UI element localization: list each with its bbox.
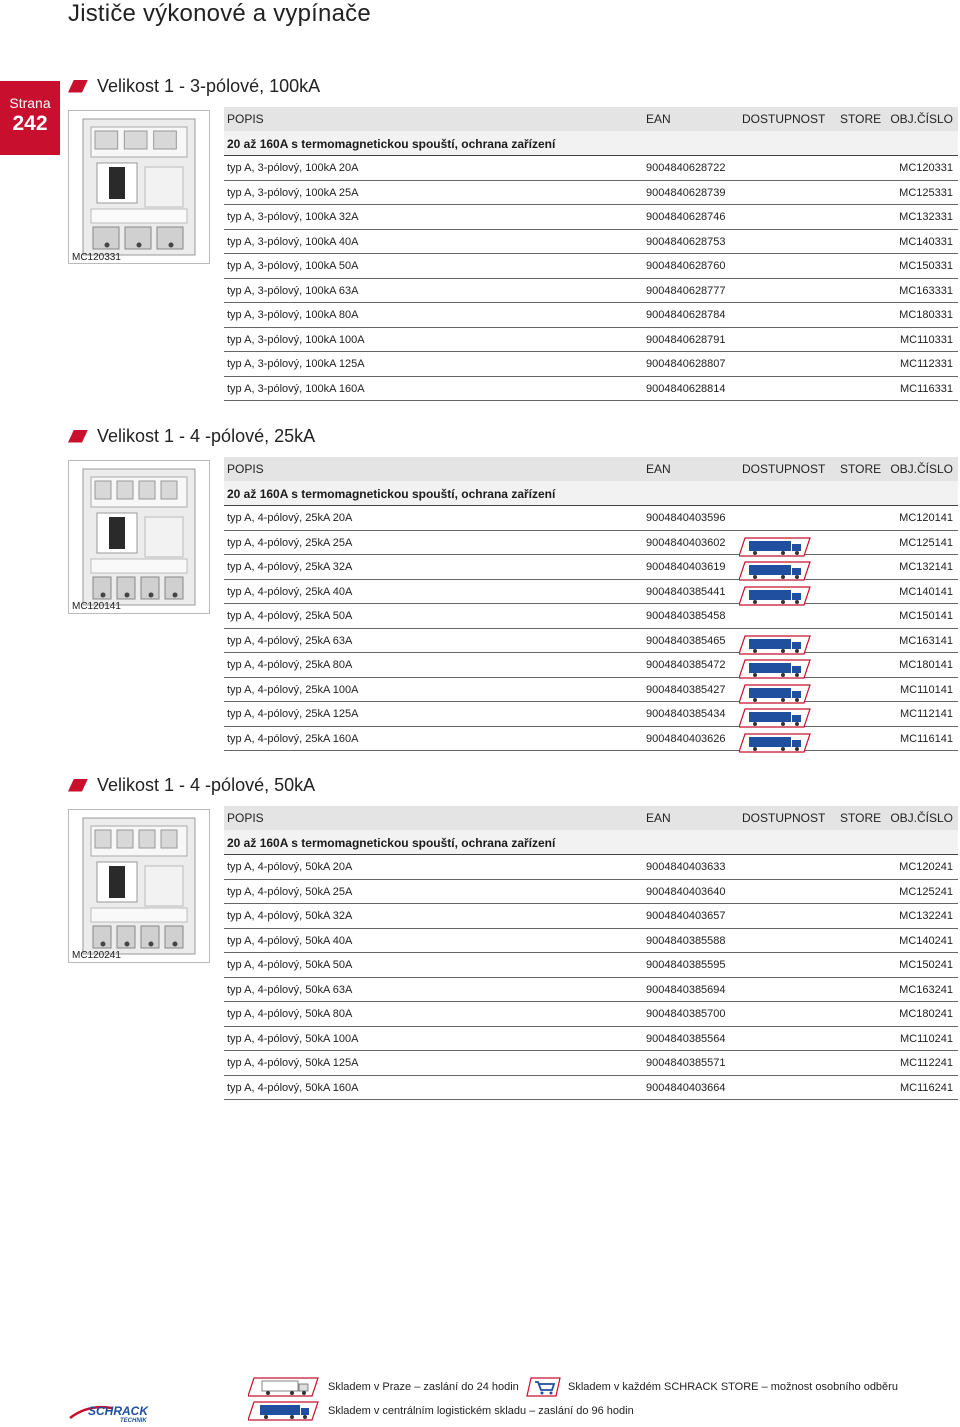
row-description: typ A, 3-pólový, 100kA 63A: [227, 284, 359, 297]
row-order-code: MC112141: [900, 708, 953, 720]
row-order-code: MC132241: [899, 910, 953, 922]
row-order-code: MC110331: [900, 333, 953, 346]
product-table: [224, 457, 958, 751]
row-description: typ A, 3-pólový, 100kA 20A: [227, 162, 359, 174]
table-header: [224, 457, 958, 481]
row-order-code: MC120141: [899, 512, 953, 524]
table-row: [224, 929, 958, 954]
row-order-code: MC116241: [900, 1081, 953, 1094]
row-description: typ A, 4-pólový, 50kA 125A: [227, 1057, 359, 1069]
row-description: typ A, 4-pólový, 25kA 63A: [227, 634, 353, 647]
row-description: typ A, 4-pólový, 25kA 125A: [227, 708, 359, 720]
table-row: [224, 580, 958, 605]
table-row: [224, 629, 958, 654]
table-row: [224, 855, 958, 880]
table-row: [224, 678, 958, 703]
section-title-text: Velikost 1 - 3-pólové, 100kA: [97, 75, 321, 96]
row-order-code: MC116331: [900, 382, 953, 395]
section-title-text: Velikost 1 - 4 -pólové, 25kA: [97, 425, 316, 446]
row-description: typ A, 3-pólový, 100kA 40A: [227, 235, 359, 248]
header-dostupnost: DOSTUPNOST: [742, 462, 826, 476]
row-order-code: MC150331: [899, 260, 953, 272]
table-row: [224, 377, 958, 402]
table-row: [224, 156, 958, 181]
subheader-text: 20 až 160A s termomagnetickou spouští, ochrana zařízení: [227, 487, 556, 501]
row-ean: 9004840403640: [646, 885, 726, 898]
row-ean: 9004840628791: [646, 333, 726, 346]
header-obj: OBJ.ČÍSLO: [890, 112, 953, 126]
row-order-code: MC140331: [899, 235, 953, 248]
row-order-code: MC110141: [900, 683, 953, 696]
row-ean: 9004840628753: [646, 235, 726, 248]
row-ean: 9004840385564: [646, 1032, 726, 1045]
row-order-code: MC140141: [899, 585, 953, 598]
row-order-code: MC120331: [899, 162, 953, 174]
row-description: typ A, 3-pólový, 100kA 25A: [227, 186, 359, 199]
subheader-text: 20 až 160A s termomagnetickou spouští, ochrana zařízení: [227, 137, 556, 151]
table-row: [224, 205, 958, 230]
truck-blue-icon: [248, 1400, 320, 1425]
row-ean: 9004840385694: [646, 983, 726, 996]
legend-praha: Skladem v Praze – zaslání do 24 hodin: [328, 1381, 519, 1393]
header-popis: POPIS: [227, 112, 264, 126]
row-order-code: MC112331: [900, 358, 953, 370]
header-store: STORE: [840, 462, 882, 476]
row-description: typ A, 4-pólový, 25kA 40A: [227, 585, 353, 598]
row-description: typ A, 4-pólový, 50kA 25A: [227, 885, 353, 898]
row-ean: 9004840385700: [646, 1008, 726, 1020]
table-row: [224, 254, 958, 279]
row-order-code: MC125331: [899, 186, 953, 199]
product-table: [224, 107, 958, 401]
row-description: typ A, 4-pólový, 50kA 40A: [227, 934, 353, 947]
section-marker-icon: [68, 80, 88, 93]
table-row: [224, 279, 958, 304]
row-ean: 9004840628814: [646, 382, 726, 395]
page-number: 242: [12, 112, 48, 135]
row-ean: 9004840385434: [646, 708, 726, 720]
row-description: typ A, 4-pólový, 50kA 50A: [227, 959, 353, 971]
row-ean: 9004840628739: [646, 186, 726, 199]
truck-icon: [739, 733, 811, 756]
row-order-code: MC110241: [900, 1032, 953, 1045]
row-ean: 9004840385441: [646, 585, 726, 598]
row-order-code: MC150241: [899, 959, 953, 971]
row-order-code: MC125241: [899, 885, 953, 898]
row-order-code: MC140241: [899, 934, 953, 947]
row-order-code: MC132331: [899, 211, 953, 223]
table-row: [224, 1002, 958, 1027]
row-description: typ A, 3-pólový, 100kA 32A: [227, 211, 359, 223]
row-order-code: MC180331: [899, 309, 953, 321]
logo-text: SCHRACK: [88, 1404, 148, 1418]
header-popis: POPIS: [227, 811, 264, 825]
section-title-text: Velikost 1 - 4 -pólové, 50kA: [97, 774, 316, 795]
product-image-code: MC120141: [72, 601, 121, 612]
row-order-code: MC163241: [899, 983, 953, 996]
table-subheader: [224, 830, 958, 855]
row-ean: 9004840385472: [646, 659, 726, 671]
page-number-label: Strana: [9, 95, 51, 111]
row-ean: 9004840628777: [646, 284, 726, 297]
row-order-code: MC132141: [899, 561, 953, 573]
header-ean: EAN: [646, 811, 671, 825]
row-order-code: MC116141: [900, 732, 953, 745]
header-obj: OBJ.ČÍSLO: [890, 462, 953, 476]
logo-subtext: TECHNIK: [120, 1418, 147, 1424]
table-row: [224, 352, 958, 377]
header-obj: OBJ.ČÍSLO: [890, 811, 953, 825]
row-ean: 9004840628807: [646, 358, 726, 370]
row-ean: 9004840403633: [646, 861, 726, 873]
table-row: [224, 904, 958, 929]
table-header: [224, 806, 958, 830]
row-ean: 9004840403664: [646, 1081, 726, 1094]
table-row: [224, 555, 958, 580]
row-description: typ A, 3-pólový, 100kA 125A: [227, 358, 365, 370]
row-order-code: MC112241: [900, 1057, 953, 1069]
row-ean: 9004840403657: [646, 910, 726, 922]
row-description: typ A, 4-pólový, 25kA 80A: [227, 659, 353, 671]
row-ean: 9004840385588: [646, 934, 726, 947]
row-ean: 9004840385427: [646, 683, 726, 696]
row-order-code: MC180241: [899, 1008, 953, 1020]
row-ean: 9004840403626: [646, 732, 726, 745]
table-row: [224, 727, 958, 752]
store-cart-icon: [526, 1376, 562, 1401]
row-ean: 9004840385571: [646, 1057, 726, 1069]
section-marker-icon: [68, 779, 88, 792]
table-row: [224, 230, 958, 255]
row-description: typ A, 4-pólový, 50kA 32A: [227, 910, 353, 922]
row-ean: 9004840628784: [646, 309, 726, 321]
row-description: typ A, 3-pólový, 100kA 160A: [227, 382, 365, 395]
row-order-code: MC125141: [899, 536, 953, 549]
product-image-code: MC120241: [72, 950, 121, 961]
header-ean: EAN: [646, 112, 671, 126]
row-description: typ A, 4-pólový, 50kA 20A: [227, 861, 353, 873]
table-subheader: [224, 131, 958, 156]
row-description: typ A, 4-pólový, 25kA 25A: [227, 536, 353, 549]
page-number-tab: [0, 81, 60, 155]
row-description: typ A, 4-pólový, 25kA 100A: [227, 683, 359, 696]
section-marker-icon: [68, 430, 88, 443]
table-row: [224, 181, 958, 206]
row-description: typ A, 3-pólový, 100kA 80A: [227, 309, 359, 321]
legend-central: Skladem v centrálním logistickém skladu – zaslání do 96 hodin: [328, 1405, 634, 1417]
truck-white-icon: [248, 1376, 320, 1401]
header-dostupnost: DOSTUPNOST: [742, 112, 826, 126]
table-row: [224, 604, 958, 629]
legend-store: Skladem v každém SCHRACK STORE – možnost osobního odběru: [568, 1381, 898, 1393]
table-row: [224, 953, 958, 978]
table-row: [224, 978, 958, 1003]
row-ean: 9004840628722: [646, 162, 726, 174]
table-row: [224, 653, 958, 678]
row-description: typ A, 4-pólový, 25kA 32A: [227, 561, 353, 573]
header-ean: EAN: [646, 462, 671, 476]
row-ean: 9004840385465: [646, 634, 726, 647]
row-ean: 9004840403619: [646, 561, 726, 573]
table-row: [224, 328, 958, 353]
schrack-logo: [68, 1400, 160, 1427]
table-subheader: [224, 481, 958, 506]
row-description: typ A, 4-pólový, 50kA 100A: [227, 1032, 359, 1045]
table-row: [224, 506, 958, 531]
row-order-code: MC150141: [899, 610, 953, 622]
product-image-code: MC120331: [72, 252, 121, 263]
row-ean: 9004840403596: [646, 512, 726, 524]
header-store: STORE: [840, 811, 882, 825]
table-row: [224, 1051, 958, 1076]
header-popis: POPIS: [227, 462, 264, 476]
row-description: typ A, 4-pólový, 25kA 20A: [227, 512, 353, 524]
row-order-code: MC120241: [899, 861, 953, 873]
table-row: [224, 702, 958, 727]
row-description: typ A, 4-pólový, 50kA 80A: [227, 1008, 353, 1020]
page-title: Jističe výkonové a vypínače: [68, 0, 371, 27]
row-order-code: MC180141: [899, 659, 953, 671]
table-row: [224, 1027, 958, 1052]
row-ean: 9004840403602: [646, 536, 726, 549]
section-title: [68, 74, 320, 98]
product-image: [68, 110, 210, 264]
subheader-text: 20 až 160A s termomagnetickou spouští, ochrana zařízení: [227, 836, 556, 850]
header-dostupnost: DOSTUPNOST: [742, 811, 826, 825]
section-title: [68, 424, 315, 448]
row-ean: 9004840628746: [646, 211, 726, 223]
table-row: [224, 880, 958, 905]
row-order-code: MC163141: [899, 634, 953, 647]
product-table: [224, 806, 958, 1100]
row-ean: 9004840385458: [646, 610, 726, 622]
product-image: [68, 809, 210, 963]
row-description: typ A, 3-pólový, 100kA 50A: [227, 260, 359, 272]
product-image: [68, 460, 210, 614]
table-header: [224, 107, 958, 131]
row-ean: 9004840628760: [646, 260, 726, 272]
table-row: [224, 531, 958, 556]
row-description: typ A, 4-pólový, 50kA 160A: [227, 1081, 359, 1094]
header-store: STORE: [840, 112, 882, 126]
table-row: [224, 303, 958, 328]
row-order-code: MC163331: [899, 284, 953, 297]
section-title: [68, 773, 315, 797]
row-description: typ A, 4-pólový, 25kA 50A: [227, 610, 353, 622]
row-ean: 9004840385595: [646, 959, 726, 971]
table-row: [224, 1076, 958, 1101]
row-description: typ A, 4-pólový, 25kA 160A: [227, 732, 359, 745]
row-description: typ A, 3-pólový, 100kA 100A: [227, 333, 365, 346]
row-description: typ A, 4-pólový, 50kA 63A: [227, 983, 353, 996]
